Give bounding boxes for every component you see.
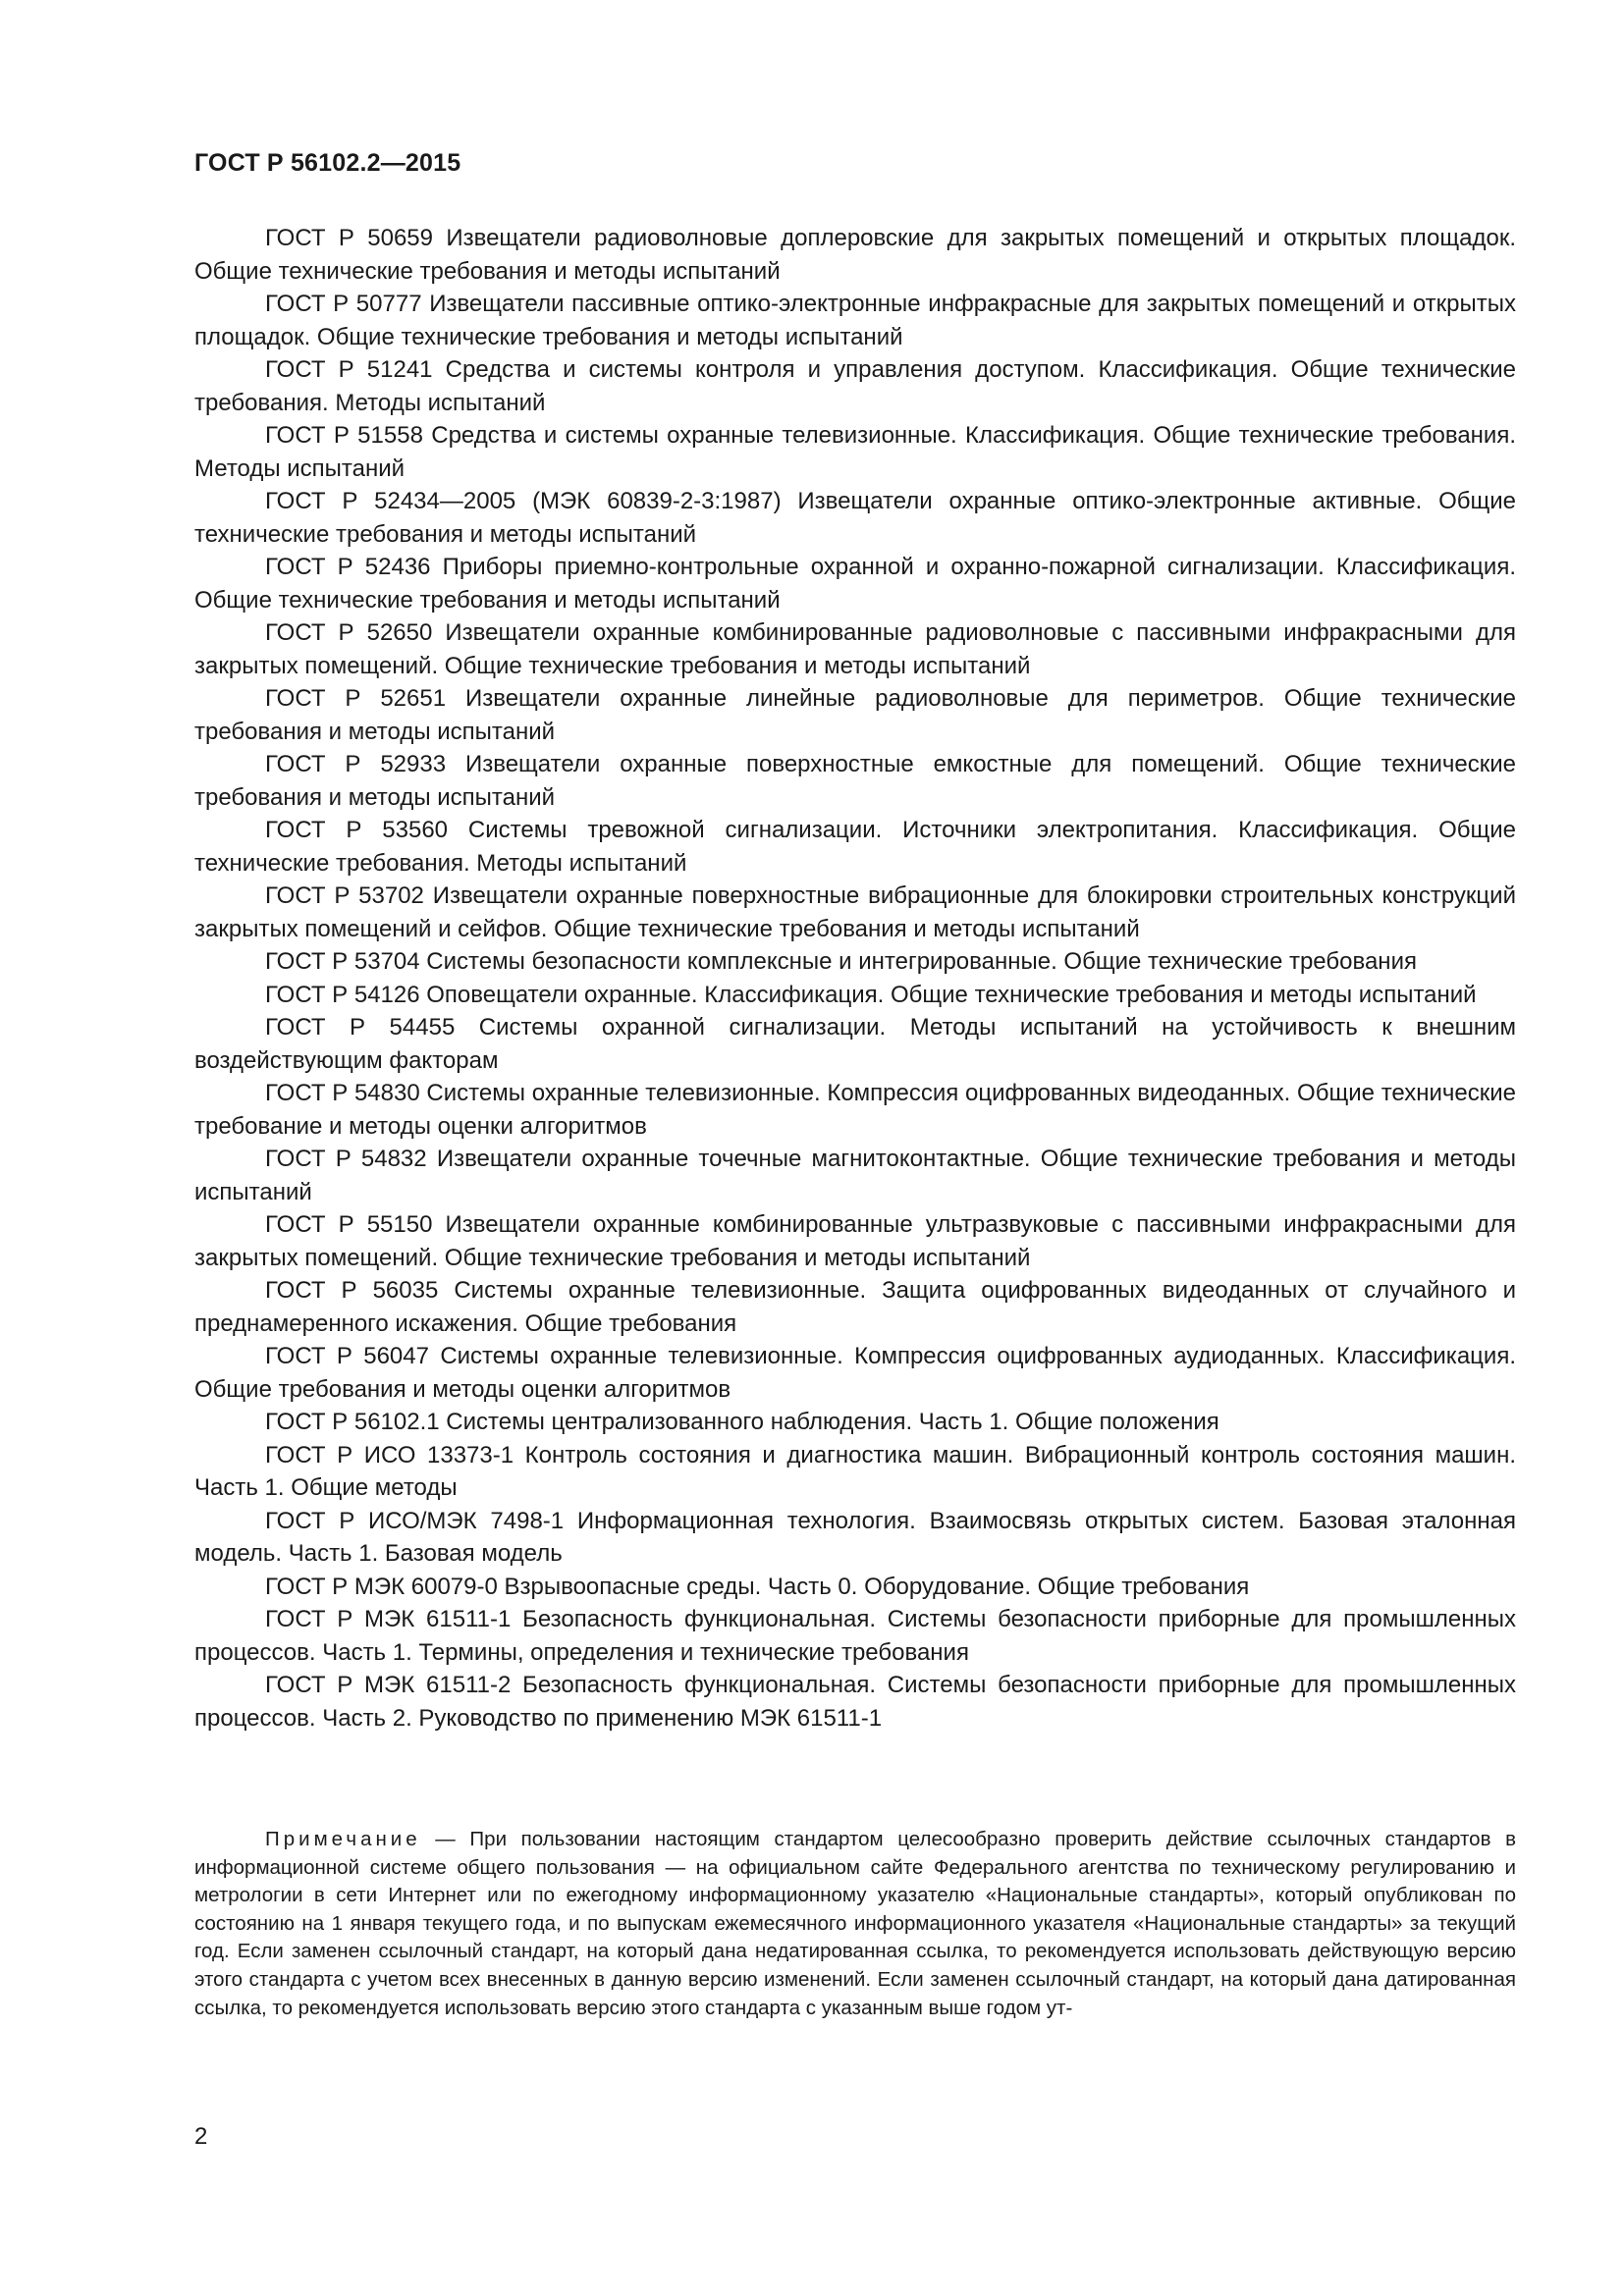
reference-item: ГОСТ Р 54832 Извещатели охранные точечные магнитоконтактные. Общие технические требования и методы испытаний (194, 1146, 1516, 1205)
reference-item: ГОСТ Р 54126 Оповещатели охранные. Классификация. Общие технические требования и методы испытаний (265, 981, 1477, 1008)
reference-item: ГОСТ Р МЭК 61511-2 Безопасность функциональная. Системы безопасности приборные для промышленных процессов. Часть 2. Руководство по применению МЭК 61511-1 (194, 1672, 1516, 1732)
reference-item: ГОСТ Р 56047 Системы охранные телевизионные. Компрессия оцифрованных аудиоданных. Классификация. Общие требования и методы оценки алгоритмов (194, 1343, 1516, 1403)
reference-item: ГОСТ Р 50659 Извещатели радиоволновые доплеровские для закрытых помещений и открытых площадок. Общие технические требования и методы испытаний (194, 225, 1516, 285)
reference-item: ГОСТ Р МЭК 60079-0 Взрывоопасные среды. Часть 0. Оборудование. Общие требования (265, 1573, 1250, 1600)
reference-item: ГОСТ Р 50777 Извещатели пассивные оптико-электронные инфракрасные для закрытых помещений и открытых площадок. Общие технические требования и методы испытаний (194, 291, 1516, 350)
reference-item: ГОСТ Р 54455 Системы охранной сигнализации. Методы испытаний на устойчивость к внешним воздействующим факторам (194, 1014, 1516, 1074)
reference-item: ГОСТ Р 53704 Системы безопасности комплексные и интегрированные. Общие технические требования (265, 948, 1417, 975)
reference-item: ГОСТ Р МЭК 61511-1 Безопасность функциональная. Системы безопасности приборные для промышленных процессов. Часть 1. Термины, определения и технические требования (194, 1606, 1516, 1666)
page-number: 2 (194, 2123, 208, 2150)
reference-item: ГОСТ Р 53702 Извещатели охранные поверхностные вибрационные для блокировки строительных конструкций закрытых помещений и сейфов. Общие технические требования и методы испытаний (194, 882, 1516, 942)
reference-item: ГОСТ Р 52436 Приборы приемно-контрольные охранной и охранно-пожарной сигнализации. Классификация. Общие технические требования и методы испытаний (194, 554, 1516, 614)
reference-item: ГОСТ Р 56035 Системы охранные телевизионные. Защита оцифрованных видеоданных от случайного и преднамеренного искажения. Общие требования (194, 1277, 1516, 1337)
note-label: Примечание (265, 1828, 421, 1850)
note-paragraph (194, 1826, 1516, 2022)
note-text: — При пользовании настоящим стандартом целесообразно проверить действие ссылочных стандартов в информационной системе общего пользования — на официальном сайте Федерального агентства по техническому регулированию и метрологии в сети Интернет или по ежегодному информационному указателю «Национальные стандарты», который опубликован по состоянию на 1 января текущего года, и по выпускам ежемесячного информационного указателя «Национальные стандарты» за текущий год. Если заменен ссылочный стандарт, на который дана недатированная ссылка, то рекомендуется использовать действующую версию этого стандарта с учетом всех внесенных в данную версию изменений. Если заменен ссылочный стандарт, на который дана датированная ссылка, то рекомендуется использовать версию этого стандарта с указанным выше годом ут- (194, 1828, 1516, 2019)
reference-item: ГОСТ Р 52650 Извещатели охранные комбинированные радиоволновые с пассивными инфракрасными для закрытых помещений. Общие технические требования и методы испытаний (194, 619, 1516, 679)
reference-item: ГОСТ Р 54830 Системы охранные телевизионные. Компрессия оцифрованных видеоданных. Общие технические требование и методы оценки алгоритмов (194, 1080, 1516, 1140)
reference-item: ГОСТ Р ИСО 13373-1 Контроль состояния и диагностика машин. Вибрационный контроль состояния машин. Часть 1. Общие методы (194, 1441, 1516, 1501)
reference-item: ГОСТ Р ИСО/МЭК 7498-1 Информационная технология. Взаимосвязь открытых систем. Базовая эталонная модель. Часть 1. Базовая модель (194, 1507, 1516, 1567)
reference-item: ГОСТ Р 52933 Извещатели охранные поверхностные емкостные для помещений. Общие технические требования и методы испытаний (194, 751, 1516, 811)
reference-item: ГОСТ Р 51241 Средства и системы контроля и управления доступом. Классификация. Общие технические требования. Методы испытаний (194, 356, 1516, 416)
normative-references-list (194, 222, 1516, 1735)
reference-item: ГОСТ Р 51558 Средства и системы охранные телевизионные. Классификация. Общие технические требования. Методы испытаний (194, 422, 1516, 482)
reference-item: ГОСТ Р 52651 Извещатели охранные линейные радиоволновые для периметров. Общие технические требования и методы испытаний (194, 685, 1516, 745)
document-header: ГОСТ Р 56102.2—2015 (194, 149, 461, 177)
reference-item: ГОСТ Р 53560 Системы тревожной сигнализации. Источники электропитания. Классификация. Общие технические требования. Методы испытаний (194, 817, 1516, 877)
reference-item: ГОСТ Р 55150 Извещатели охранные комбинированные ультразвуковые с пассивными инфракрасными для закрытых помещений. Общие технические требования и методы испытаний (194, 1211, 1516, 1271)
reference-item: ГОСТ Р 56102.1 Системы централизованного наблюдения. Часть 1. Общие положения (265, 1409, 1219, 1435)
reference-item: ГОСТ Р 52434—2005 (МЭК 60839-2-3:1987) Извещатели охранные оптико-электронные активные. Общие технические требования и методы испытаний (194, 488, 1516, 548)
